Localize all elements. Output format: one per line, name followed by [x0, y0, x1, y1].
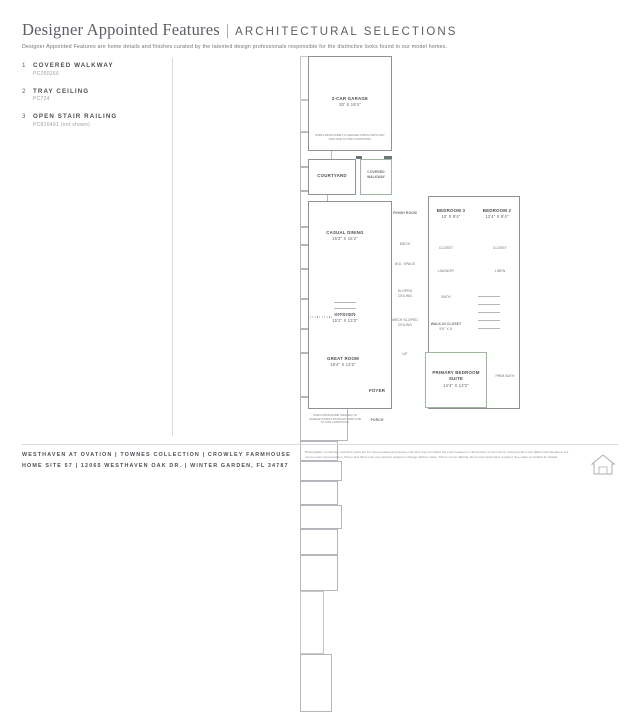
great-room-label — [312, 356, 374, 369]
walk-in-closet-name: WALK-IN CLOSET — [430, 322, 462, 326]
laundry-label: LAUNDRY — [437, 269, 455, 273]
header-description: Designer Appointed Features are home details and finishes curated by the talented design professionals responsible for the distinctive looks found in our model homes. — [22, 44, 448, 50]
garage-dim: 20' X 19'4" — [339, 102, 361, 108]
wall-segment — [384, 156, 392, 159]
covered-walkway-name: COVERED WALKWAY — [366, 170, 386, 179]
wd-space-label: W.D. SPACE — [394, 262, 416, 266]
counter-hatch — [310, 316, 332, 318]
stair-tread — [334, 314, 356, 315]
casual-dining-dim: 15'2" X 15'2" — [332, 236, 358, 242]
mech-sloped-ceiling-label: MECH SLOPED CEILING — [392, 318, 418, 327]
footer-address — [22, 452, 302, 469]
sloped-ceiling-label: SLOPED CEILING — [397, 289, 413, 298]
walk-in-closet-room — [300, 555, 338, 591]
bedroom2-name: BEDROOM 2 — [482, 208, 512, 213]
floorplan-drawing — [300, 56, 530, 436]
bedroom2-label — [474, 208, 520, 221]
great-room-name: GREAT ROOM — [327, 356, 359, 361]
porch-note: STEPS FROM HOME (SPACES) TO GARAGE/ PORCH/ PATIO MAY VARY DUE TO SITE CONDITIONS. — [308, 414, 362, 425]
courtyard-name: COURTYARD — [317, 173, 347, 178]
kitchen-dim: 15'2" X 13'2" — [332, 318, 358, 324]
linen-label: LINEN — [494, 269, 506, 273]
list-item — [22, 88, 172, 103]
stair-tread — [334, 308, 356, 309]
footer-disclaimer: Photographs, renderings, and floor plans are for representational purposes only and may not reflect the exact features or dimensions of your home; actual product size differs and elevations are not an exact representation. Prices and offers may vary and are subject to change without notice. This is not an offering where prior approval is required. See sales consultant for details. — [305, 450, 569, 459]
builder-logo — [588, 452, 618, 478]
feature-code: PC260266 — [33, 70, 60, 77]
primary-bath-label: PRIM BATH — [495, 374, 515, 378]
primary-bedroom-dim: 14'4" X 13'2" — [443, 382, 469, 388]
garage-label — [308, 96, 392, 109]
list-item — [22, 62, 172, 77]
wall-segment — [356, 156, 362, 159]
list-item — [22, 113, 172, 128]
laundry-room — [300, 481, 338, 505]
walk-in-closet-dim: 9'6" X 8' — [439, 326, 453, 331]
finish-room-label — [392, 211, 418, 216]
feature-number: 1 — [22, 62, 26, 69]
closet-label-right: CLOSET — [492, 246, 508, 250]
casual-dining-label — [314, 230, 376, 243]
stair-tread — [478, 328, 500, 329]
casual-dining-name: CASUAL DINING — [326, 230, 364, 235]
footer-homesite-line: HOME SITE 57 | 12065 WESTHAVEN OAK DR. | WINTER GARDEN, FL 34787 — [22, 463, 289, 469]
stair-tread — [334, 302, 356, 303]
feature-number: 3 — [22, 113, 26, 120]
stair-tread — [478, 296, 500, 297]
stair-tread — [478, 304, 500, 305]
feature-list — [22, 62, 172, 139]
foyer-name: FOYER — [368, 388, 386, 393]
feature-name: TRAY CEILING — [33, 87, 90, 95]
foyer-label — [362, 388, 392, 394]
bath-room — [300, 529, 338, 555]
up-stair-label: UP — [402, 352, 408, 356]
footer-divider — [22, 444, 618, 445]
covered-walkway-label — [360, 170, 392, 180]
walk-in-closet-label — [428, 322, 464, 332]
primary-bedroom-name: PRIMARY BEDROOM SUITE — [432, 370, 480, 382]
mech-label: MECH — [399, 242, 411, 246]
bedroom3-dim: 10' X 9'4" — [441, 214, 461, 220]
primary-bath-room — [300, 654, 332, 712]
upper-stair-block — [300, 591, 324, 654]
bedroom3-label — [428, 208, 474, 221]
title-divider: | — [225, 22, 230, 39]
garage-note: STEPS FROM HOME TO GARAGE/ PORCH/ PATIO MAY VARY DUE TO SITE CONDITIONS. — [315, 134, 385, 141]
feature-code: PC816491 (not shown) — [33, 121, 91, 128]
bedroom2-dim: 12'4" X 9'4" — [485, 214, 509, 220]
feature-name: OPEN STAIR RAILING — [33, 113, 118, 120]
document-header — [22, 20, 618, 50]
closet-label-left: CLOSET — [438, 246, 454, 250]
courtyard-label — [308, 173, 356, 179]
feature-number: 2 — [22, 87, 26, 95]
title-main: Designer Appointed Features — [22, 20, 220, 39]
primary-bedroom-label — [425, 370, 487, 389]
bath-label: BATH — [441, 295, 451, 299]
porch-name: PORCH — [370, 418, 384, 422]
page-title — [22, 20, 618, 40]
bedroom3-name: BEDROOM 3 — [436, 208, 466, 213]
footer-community-line: WESTHAVEN AT OVATION | TOWNES COLLECTION | CROWLEY FARMHOUSE — [22, 452, 291, 458]
great-room-dim: 18'4" X 13'2" — [330, 362, 356, 368]
vertical-divider — [172, 58, 173, 436]
linen-room — [300, 505, 342, 529]
garage-name: 2-CAR GARAGE — [331, 96, 369, 101]
closet-room-right — [300, 461, 342, 481]
feature-code: PC724 — [33, 96, 50, 102]
feature-name: COVERED WALKWAY — [33, 62, 114, 69]
stair-tread — [478, 312, 500, 313]
finish-room-name: FINISH ROOM — [393, 211, 417, 215]
title-subtitle: ARCHITECTURAL SELECTIONS — [235, 26, 458, 38]
porch-label — [364, 418, 390, 423]
stair-tread — [478, 320, 500, 321]
